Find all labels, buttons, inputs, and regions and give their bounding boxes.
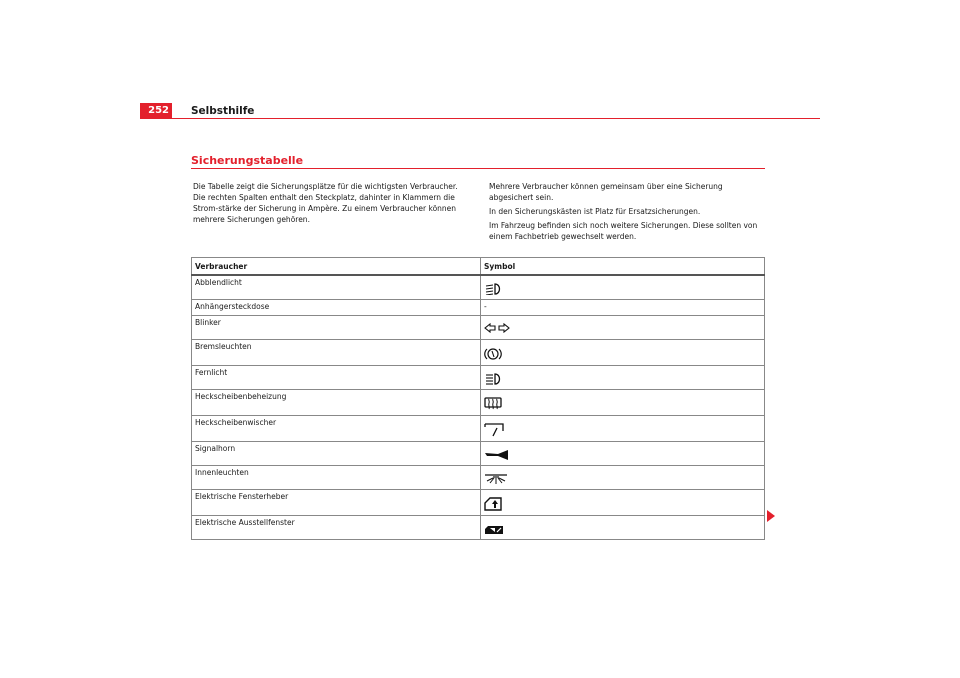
column-header-consumer: Verbraucher bbox=[192, 258, 481, 276]
symbol-cell bbox=[481, 340, 765, 366]
section-rule bbox=[191, 168, 765, 169]
consumer-label: Bremsleuchten bbox=[192, 340, 481, 366]
symbol-cell bbox=[481, 490, 765, 516]
consumer-label: Fernlicht bbox=[192, 366, 481, 390]
consumer-label: Heckscheibenbeheizung bbox=[192, 390, 481, 416]
rear-wiper-icon bbox=[484, 423, 504, 437]
intro-paragraph: Die Tabelle zeigt die Sicherungsplätze für die wichtigsten Verbraucher. Die rechten Spalten enthalt den Steckplatz, dahinter in Klammern die Strom-stärke der Sicherung in Ampère. Zu einem Verbraucher können mehrere Sicherungen gehören. bbox=[193, 182, 458, 224]
note-paragraph: Mehrere Verbraucher können gemeinsam über eine Sicherung abgesichert sein. bbox=[489, 182, 723, 202]
table-row bbox=[192, 300, 765, 316]
table-row bbox=[192, 466, 765, 490]
symbol-cell bbox=[481, 316, 765, 340]
page-number: 252 bbox=[140, 103, 172, 119]
table-row bbox=[192, 275, 765, 300]
consumer-label: Elektrische Ausstellfenster bbox=[192, 516, 481, 540]
turn-signal-icon bbox=[484, 323, 510, 333]
symbol-cell bbox=[481, 275, 765, 300]
table-row bbox=[192, 442, 765, 466]
consumer-label: Blinker bbox=[192, 316, 481, 340]
vent-window-icon bbox=[484, 523, 504, 535]
fuse-table bbox=[191, 257, 765, 540]
table-row bbox=[192, 516, 765, 540]
symbol-cell bbox=[481, 416, 765, 442]
table-row bbox=[192, 366, 765, 390]
table-header-row bbox=[192, 258, 765, 276]
table-row bbox=[192, 416, 765, 442]
consumer-label: Heckscheibenwischer bbox=[192, 416, 481, 442]
chapter-title: Selbsthilfe bbox=[191, 105, 255, 117]
symbol-cell bbox=[481, 390, 765, 416]
table-row bbox=[192, 490, 765, 516]
table-row bbox=[192, 340, 765, 366]
symbol-cell bbox=[481, 366, 765, 390]
high-beam-icon bbox=[484, 373, 504, 385]
consumer-label: Innenleuchten bbox=[192, 466, 481, 490]
symbol-cell bbox=[481, 516, 765, 540]
notes-column bbox=[489, 181, 765, 245]
rear-defrost-icon bbox=[484, 397, 502, 411]
low-beam-icon bbox=[484, 283, 504, 295]
consumer-label: Elektrische Fensterheber bbox=[192, 490, 481, 516]
symbol-cell: - bbox=[481, 300, 765, 316]
horn-icon bbox=[484, 449, 510, 461]
consumer-label: Abblendlicht bbox=[192, 275, 481, 300]
table-row bbox=[192, 316, 765, 340]
section-title: Sicherungstabelle bbox=[191, 154, 304, 167]
column-header-symbol: Symbol bbox=[481, 258, 765, 276]
consumer-label: Anhängersteckdose bbox=[192, 300, 481, 316]
consumer-label: Signalhorn bbox=[192, 442, 481, 466]
symbol-cell bbox=[481, 442, 765, 466]
power-window-icon bbox=[484, 497, 502, 511]
continue-arrow-icon bbox=[767, 510, 775, 522]
header-rule bbox=[140, 118, 820, 119]
interior-light-icon bbox=[484, 473, 508, 485]
brake-light-icon bbox=[484, 347, 502, 361]
note-paragraph: In den Sicherungskästen ist Platz für Ersatzsicherungen. bbox=[489, 207, 701, 216]
symbol-cell bbox=[481, 466, 765, 490]
note-paragraph: Im Fahrzeug befinden sich noch weitere Sicherungen. Diese sollten von einem Fachbetrieb gewechselt werden. bbox=[489, 221, 758, 241]
table-row bbox=[192, 390, 765, 416]
